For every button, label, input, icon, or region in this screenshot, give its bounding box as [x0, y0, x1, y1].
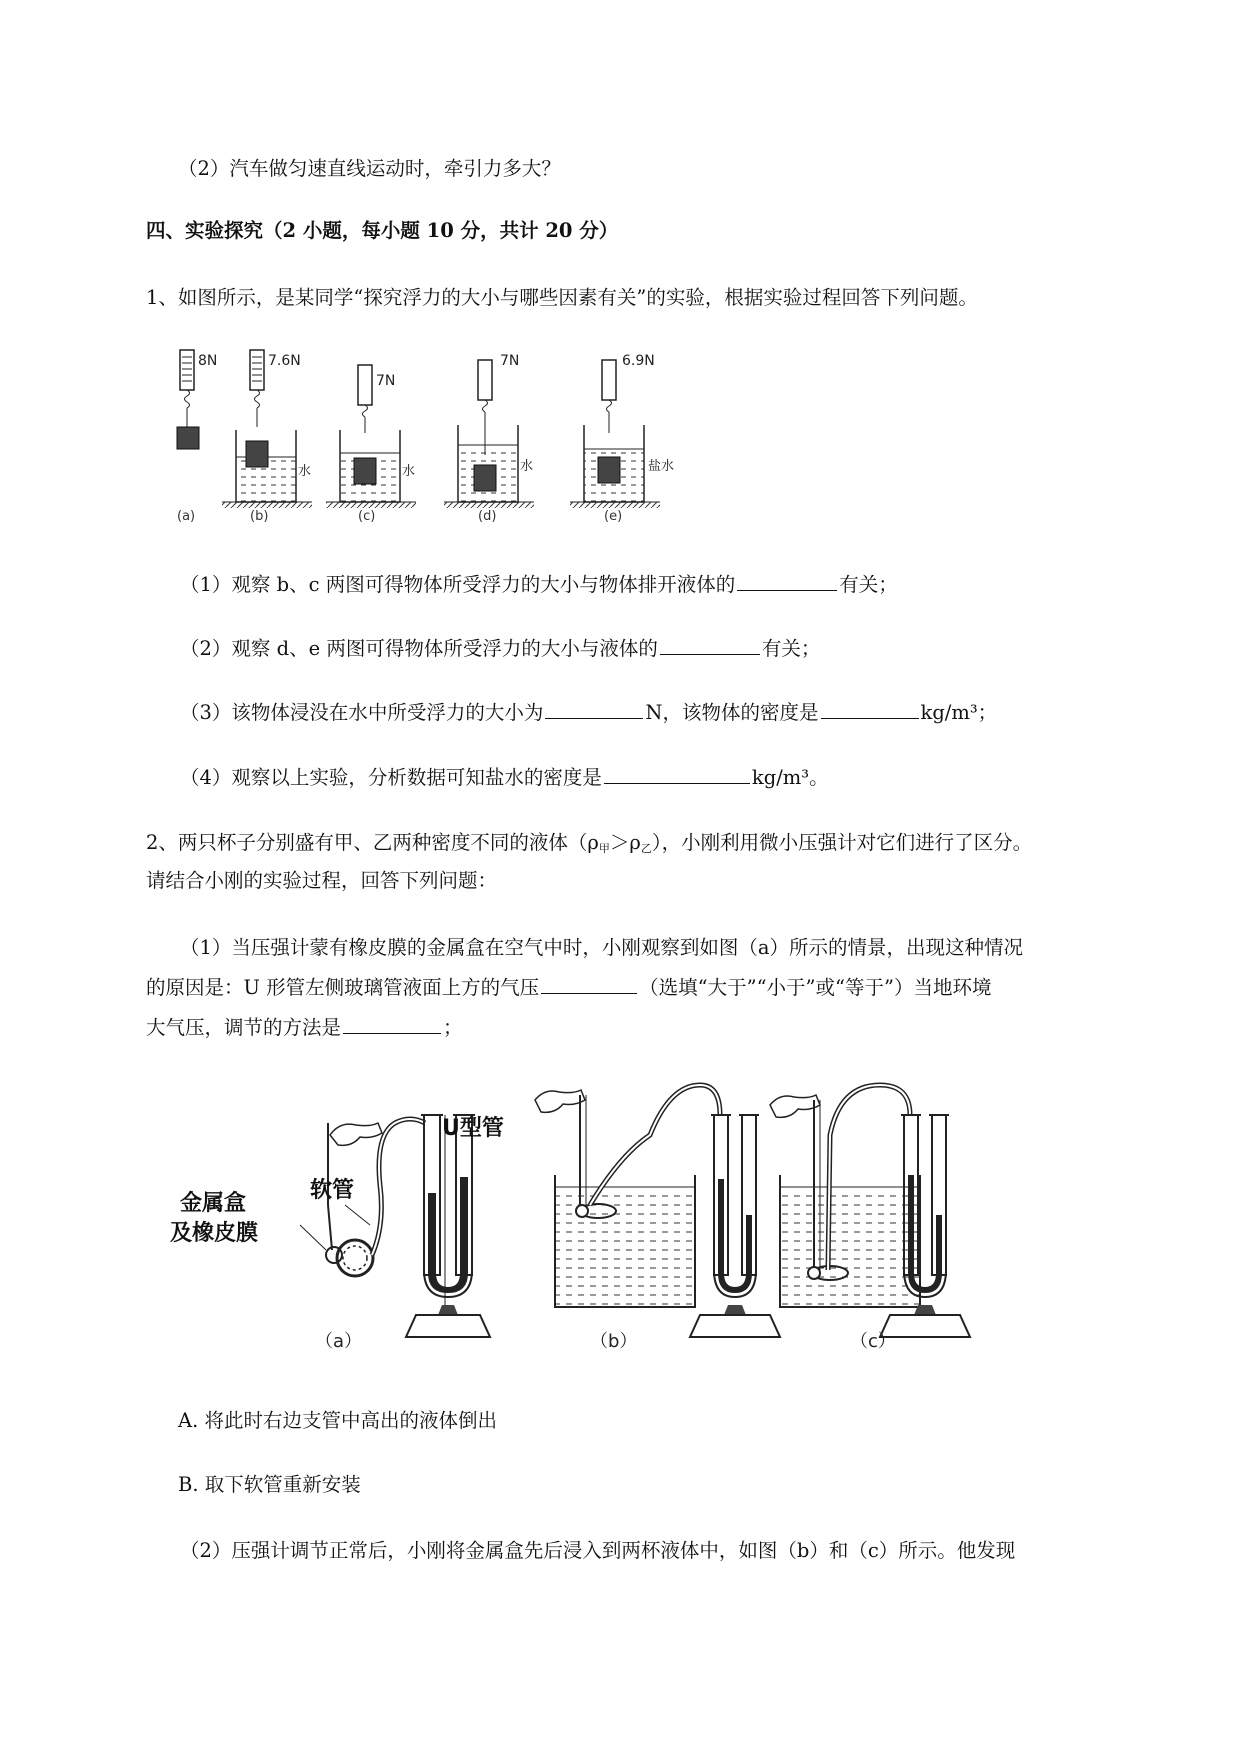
- gauge-panel-b: [535, 1085, 780, 1352]
- answer-blank[interactable]: [737, 572, 837, 591]
- exp2-q1-line2-tail: （选填“大于”“小于”或“等于”）当地环境: [639, 976, 992, 999]
- option-b: B. 取下软管重新安装: [178, 1473, 361, 1496]
- panel-c: [326, 365, 416, 524]
- answer-blank[interactable]: [545, 700, 643, 719]
- liquid-b: 水: [298, 464, 312, 479]
- reading-d: 7N: [500, 353, 520, 369]
- exp1-q4-text: （4）观察以上实验，分析数据可知盐水的密度是: [180, 766, 602, 789]
- reading-c: 7N: [376, 373, 396, 389]
- exp1-q3: [180, 700, 997, 726]
- option-a: A. 将此时右边支管中高出的液体倒出: [178, 1409, 497, 1432]
- exp1-q4: [180, 765, 829, 791]
- reading-a: 8N: [198, 353, 218, 369]
- label-d: (d): [478, 509, 497, 524]
- question-car-traction: （2）汽车做匀速直线运动时，牵引力多大？: [178, 157, 561, 180]
- pressure-gauge-figure: [170, 1075, 1080, 1365]
- exp1-q1-text: （1）观察 b、c 两图可得物体所受浮力的大小与物体排开液体的: [180, 573, 736, 596]
- answer-blank[interactable]: [604, 765, 750, 784]
- caption-b: （b）: [590, 1331, 638, 1352]
- exp1-stem: 1、如图所示，是某同学“探究浮力的大小与哪些因素有关”的实验，根据实验过程回答下列问题。: [146, 286, 978, 309]
- caption-c: （c）: [850, 1331, 896, 1352]
- label-utube: U型管: [442, 1116, 504, 1141]
- exp2-q1-line3-tail: ；: [443, 1016, 463, 1039]
- panel-b: [222, 350, 312, 524]
- exp1-q4-tail: kg/m³。: [751, 766, 829, 789]
- exp2-q1-line3: [146, 1015, 463, 1041]
- exp1-q2: [180, 636, 820, 662]
- exp2-q1-line2: [146, 975, 991, 1001]
- exp2-q1-line1: （1）当压强计蒙有橡皮膜的金属盒在空气中时，小刚观察到如图（a）所示的情景，出现这种情况: [180, 936, 1024, 959]
- answer-blank[interactable]: [821, 700, 919, 719]
- exp2-stem-tail: ），小刚利用微小压强计对它们进行了区分。: [651, 831, 1033, 854]
- panel-a: [177, 350, 217, 524]
- label-metal-box: 金属盒: [180, 1191, 247, 1216]
- buoyancy-experiment-figure: [160, 345, 780, 530]
- gauge-panel-c: [770, 1085, 970, 1352]
- exp2-stem-text: 2、两只杯子分别盛有甲、乙两种密度不同的液体（ρ: [146, 831, 599, 854]
- liquid-c: 水: [402, 464, 416, 479]
- exp1-q1-tail: 有关；: [839, 573, 898, 596]
- label-b: (b): [250, 509, 269, 524]
- section-heading: 四、实验探究（2 小题，每小题 10 分，共计 20 分）: [146, 219, 619, 242]
- answer-blank[interactable]: [660, 636, 760, 655]
- exp1-q3-tail: kg/m³；: [920, 701, 998, 724]
- label-c: (c): [358, 509, 376, 524]
- gauge-panel-a: [170, 1075, 504, 1352]
- panel-e: [570, 353, 674, 524]
- panel-d: [444, 353, 534, 524]
- answer-blank[interactable]: [343, 1015, 441, 1034]
- exp2-stem-gt: ＞ρ: [609, 831, 641, 854]
- exp1-q2-tail: 有关；: [761, 637, 821, 660]
- reading-e: 6.9N: [622, 353, 655, 369]
- label-a: (a): [177, 509, 196, 524]
- exp2-stem: [146, 830, 1032, 862]
- rho-subscript-yi: 乙: [640, 842, 652, 855]
- label-rubber-film: 及橡皮膜: [170, 1221, 259, 1246]
- label-e: (e): [604, 509, 623, 524]
- exp1-q3-text: （3）该物体浸没在水中所受浮力的大小为: [180, 701, 544, 724]
- exp2-q1-line3-text: 大气压，调节的方法是: [146, 1016, 342, 1039]
- exp1-q3-mid: N，该物体的密度是: [645, 701, 819, 724]
- answer-blank[interactable]: [541, 975, 637, 994]
- reading-b: 7.6N: [268, 353, 301, 369]
- liquid-d: 水: [520, 459, 534, 474]
- liquid-e: 盐水: [648, 459, 675, 474]
- exp2-q1-line2-text: 的原因是：U 形管左侧玻璃管液面上方的气压: [146, 976, 540, 999]
- label-hose: 软管: [310, 1178, 355, 1203]
- exp1-q2-text: （2）观察 d、e 两图可得物体所受浮力的大小与液体的: [180, 637, 658, 660]
- rho-subscript-jia: 甲: [598, 842, 610, 855]
- exp2-q2-line1: （2）压强计调节正常后，小刚将金属盒先后浸入到两杯液体中，如图（b）和（c）所示。他发现: [180, 1539, 1016, 1562]
- exp2-stem-line2: 请结合小刚的实验过程，回答下列问题：: [146, 869, 498, 892]
- exp1-q1: [180, 572, 898, 598]
- caption-a: （a）: [315, 1331, 363, 1352]
